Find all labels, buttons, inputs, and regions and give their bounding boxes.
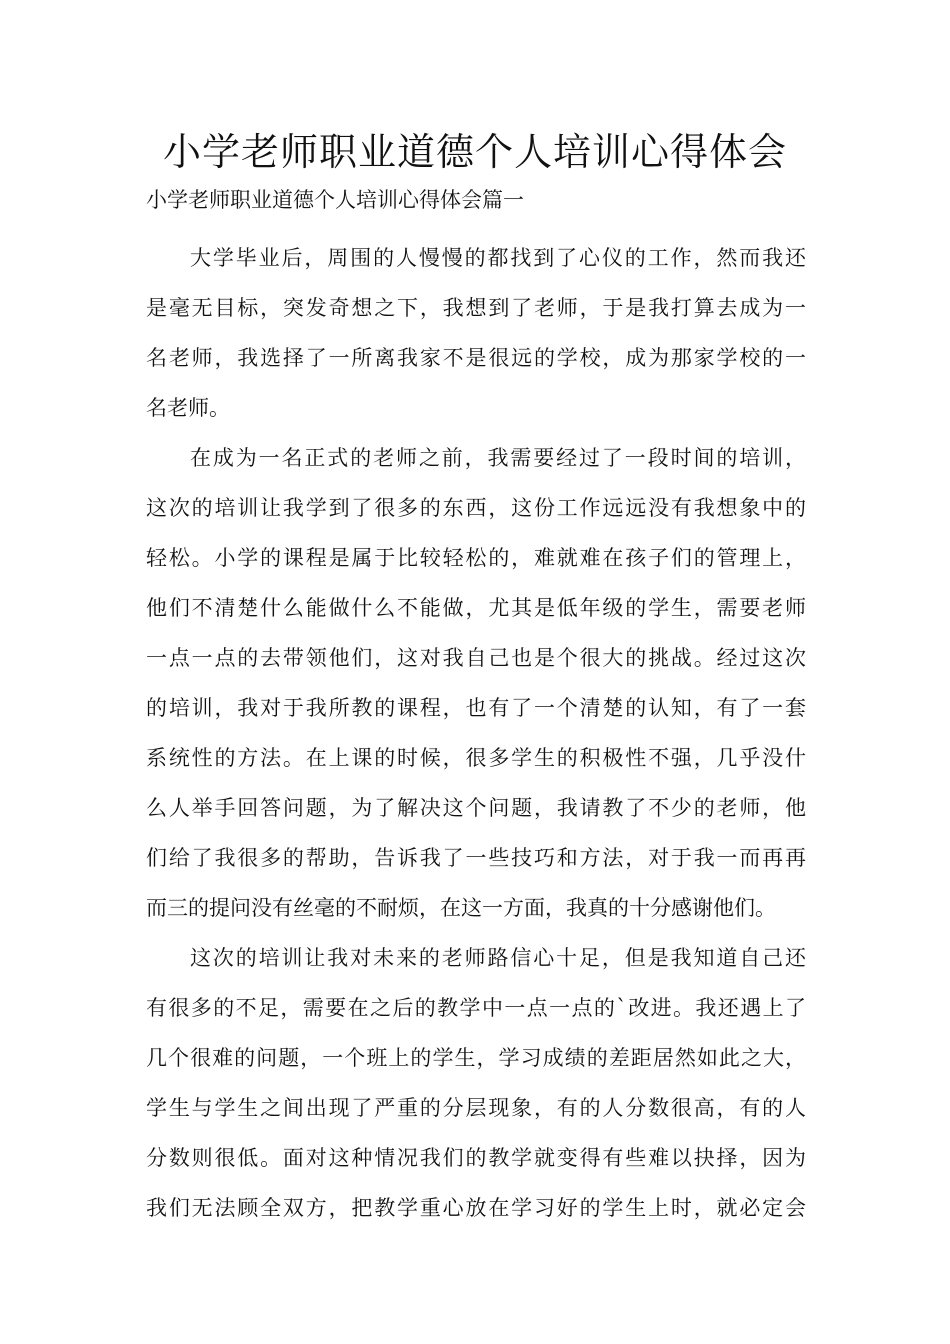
paragraph-1 bbox=[146, 233, 806, 433]
section-heading: 小学老师职业道德个人培训心得体会篇一 bbox=[146, 188, 524, 212]
text-line: 是毫无目标，突发奇想之下，我想到了老师，于是我打算去成为一 bbox=[146, 296, 806, 320]
text-line: 有很多的不足，需要在之后的教学中一点一点的`改进。我还遇上了 bbox=[146, 996, 806, 1020]
text-line: 分数则很低。面对这种情况我们的教学就变得有些难以抉择，因为 bbox=[146, 1146, 806, 1170]
text-line: 名老师。 bbox=[146, 396, 230, 420]
document-title: 小学老师职业道德个人培训心得体会 bbox=[162, 130, 787, 174]
text-line: 大学毕业后，周围的人慢慢的都找到了心仪的工作，然而我还 bbox=[190, 246, 806, 270]
text-line: 在成为一名正式的老师之前，我需要经过了一段时间的培训， bbox=[190, 446, 806, 470]
paragraph-3 bbox=[146, 933, 806, 1233]
text-line: 学生与学生之间出现了严重的分层现象，有的人分数很高，有的人 bbox=[146, 1096, 806, 1120]
text-line: 这次的培训让我学到了很多的东西，这份工作远远没有我想象中的 bbox=[146, 496, 806, 520]
text-line: 我们无法顾全双方，把教学重心放在学习好的学生上时，就必定会 bbox=[146, 1196, 806, 1220]
text-line: 几个很难的问题，一个班上的学生，学习成绩的差距居然如此之大， bbox=[146, 1046, 806, 1070]
text-line: 轻松。小学的课程是属于比较轻松的，难就难在孩子们的管理上， bbox=[146, 546, 806, 570]
paragraph-2 bbox=[146, 433, 806, 933]
document-body bbox=[146, 233, 806, 1233]
text-line: 么人举手回答问题，为了解决这个问题，我请教了不少的老师，他 bbox=[146, 796, 806, 820]
text-line: 们给了我很多的帮助，告诉我了一些技巧和方法，对于我一而再再 bbox=[146, 846, 806, 870]
text-line: 系统性的方法。在上课的时候，很多学生的积极性不强，几乎没什 bbox=[146, 746, 806, 770]
text-line: 而三的提问没有丝毫的不耐烦，在这一方面，我真的十分感谢他们。 bbox=[146, 896, 776, 920]
text-line: 一点一点的去带领他们，这对我自己也是个很大的挑战。经过这次 bbox=[146, 646, 806, 670]
text-line: 他们不清楚什么能做什么不能做，尤其是低年级的学生，需要老师 bbox=[146, 596, 806, 620]
text-line: 名老师，我选择了一所离我家不是很远的学校，成为那家学校的一 bbox=[146, 346, 806, 370]
text-line: 这次的培训让我对未来的老师路信心十足，但是我知道自己还 bbox=[190, 946, 806, 970]
text-line: 的培训，我对于我所教的课程，也有了一个清楚的认知，有了一套 bbox=[146, 696, 806, 720]
